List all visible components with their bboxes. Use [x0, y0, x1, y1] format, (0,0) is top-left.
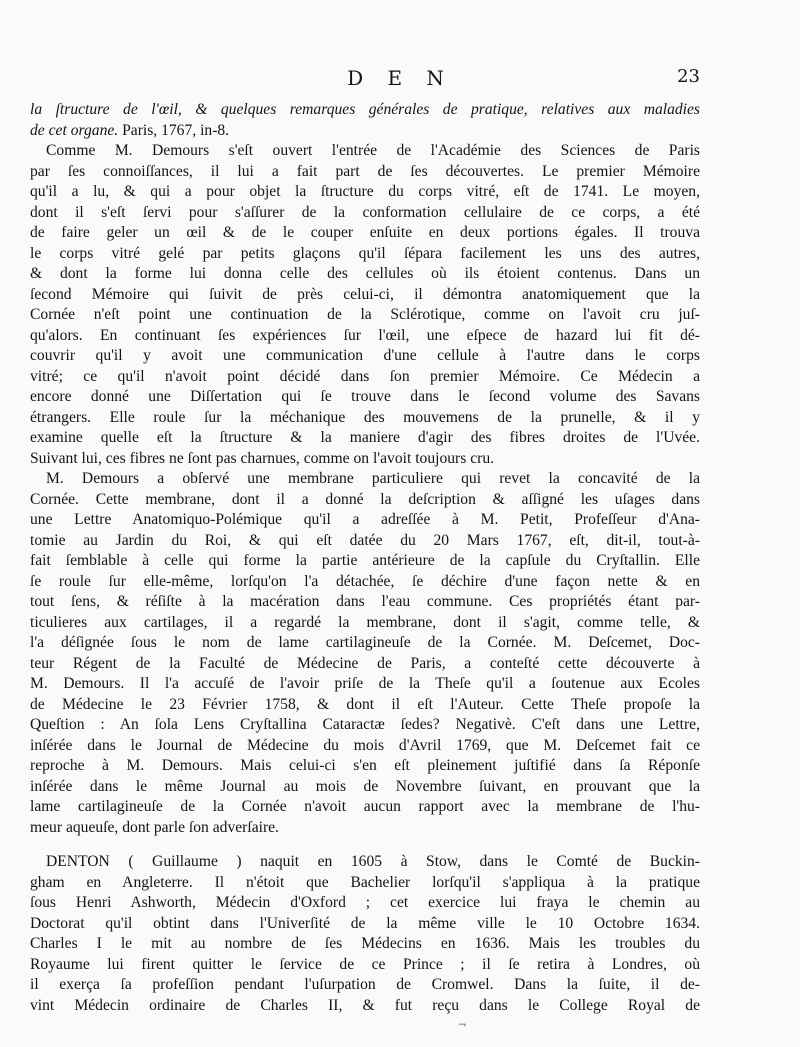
text-line: Queſtion : An ſola Lens Cryſtallina Cataractæ ſedes? Negativè. C'eſt dans une Lettre, — [30, 716, 700, 733]
entry-denton — [30, 852, 700, 1016]
paragraph-demours-memoires — [30, 141, 700, 469]
page-number: 23 — [677, 66, 700, 87]
text-line: Cornée n'eſt point une continuation de la Sclérotique, comme on l'avoit cru juſ- — [30, 306, 700, 323]
text-line: l'a déſignée ſous le nom de lame cartilagineuſe de la Cornée. M. Deſcemet, Doc- — [30, 634, 700, 651]
text-line: vint Médecin ordinaire de Charles II, & fut reçu dans le College Royal de — [30, 996, 700, 1014]
text-line: Suivant lui, ces fibres ne ſont pas charnues, comme on l'avoit toujours cru. — [30, 449, 495, 467]
text-line: ſous Henri Ashworth, Médecin d'Oxford ; cet exercice lui fraya le chemin au — [30, 894, 700, 911]
text-line: étrangers. Elle roule ſur la méchanique des mouvemens de la prunelle, & il y — [30, 408, 700, 426]
text-line: teur Régent de la Faculté de Médecine de Paris, a conteſté cette découverte à — [30, 654, 700, 672]
body-text — [30, 100, 700, 1016]
text-line: M. Demours a obſervé une membrane particuliere qui revet la concavité de la — [46, 470, 700, 487]
text-line: Charles I le mit au nombre de ſes Médecins en 1636. Mais les troubles du — [30, 935, 700, 952]
text-line: ſecond Mémoire qui ſuivit de près celui-ci, il démontra anatomiquement que la — [30, 285, 700, 303]
text-fragment: de cet organe. — [30, 121, 119, 139]
text-line: examine quelle eſt la ſtructure & la maniere d'agir des fibres droites de l'Uvée. — [30, 429, 700, 446]
text-line: Doctorat qu'il obtint dans l'Univerſité de la même ville le 10 Octobre 1634. — [30, 914, 700, 932]
page-header — [0, 66, 800, 96]
text-line: le corps vitré gelé par petits glaçons qu'il ſépara facilement les uns des autres, — [30, 244, 700, 262]
text-line: tomie au Jardin du Roi, & qui eſt datée du 20 Mars 1767, eſt, dit-il, tout-à- — [30, 531, 700, 549]
text-line: inſérée dans le Journal de Médecine du mois d'Avril 1769, que M. Deſcemet fait ce — [30, 736, 700, 754]
text-line: tout ſens, & réſiſte à la macération dans l'eau commune. Ces propriétés étant par- — [30, 593, 700, 610]
text-line: une Lettre Anatomiquo-Polémique qu'il a adreſſée à M. Petit, Profeſſeur d'Ana- — [30, 511, 700, 528]
text-line: & dont la forme lui donna celle des cellules où ils étoient contenus. Dans un — [30, 265, 700, 282]
running-head: D E N — [347, 66, 453, 90]
text-line: dont il s'eſt ſervi pour s'aſſurer de la conformation cellulaire de ce corps, a été — [30, 203, 700, 221]
text-line: la ſtructure de l'œil, & quelques remarques générales de pratique, relatives aux maladies — [30, 101, 700, 118]
text-line: il exerça ſa profeſſion pendant l'uſurpation de Cromwel. Dans la ſuite, il de- — [30, 976, 700, 993]
paragraph-demours-membrane — [30, 469, 700, 838]
text-line: encore donné une Diſſertation qui ſe trouve dans le ſecond volume des Savans — [30, 388, 700, 405]
text-line: de faire geler un œil & de le couper enſuite en deux portions égales. Il trouva — [30, 224, 700, 241]
text-line: lame cartilagineuſe de la Cornée n'avoit aucun rapport avec la membrane de l'hu- — [30, 798, 700, 815]
text-line: qu'alors. En continuant ſes expériences ſur l'œil, une eſpece de hazard lui fit dé- — [30, 326, 700, 344]
text-line: vitré; ce qu'il n'avoit point décidé dans ſon premier Mémoire. Ce Médecin a — [30, 367, 700, 385]
text-line: gham en Angleterre. Il n'étoit que Bachelier lorſqu'il s'appliqua à la pratique — [30, 873, 700, 891]
text-line: couvrir qu'il y avoit une communication d'une cellule à l'autre dans le corps — [30, 347, 700, 364]
text-line: ſe roule ſur elle-même, lorſqu'on l'a détachée, ſe déchire d'une façon nette & en — [30, 572, 700, 590]
text-line: fait ſemblable à celle qui forme la partie antérieure de la capſule du Cryſtallin. Elle — [30, 552, 700, 569]
text-line: de Médecine le 23 Février 1758, & dont il eſt l'Auteur. Cette Theſe propoſe la — [30, 695, 700, 713]
text-line: Cornée. Cette membrane, dont il a donné la deſcription & aſſigné les uſages dans — [30, 490, 700, 508]
text-line: Royaume lui firent quitter le ſervice de ce Prince ; il ſe retira à Londres, où — [30, 955, 700, 973]
text-fragment: Paris, 1767, in-8. — [122, 121, 230, 139]
text-line — [30, 121, 700, 142]
paragraph-title-continuation — [30, 100, 700, 141]
text-line: Comme M. Demours s'eſt ouvert l'entrée de l'Académie des Sciences de Paris — [46, 142, 700, 159]
text-line: qu'il a lu, & qui a pour objet la ſtructure du corps vitré, eſt de 1741. Le moyen, — [30, 183, 700, 200]
text-line: reproche à M. Demours. Mais celui-ci s'en eſt pleinement juſtifié dans ſa Réponſe — [30, 757, 700, 774]
text-line: ticulieres aux cartilages, il a regardé la membrane, dont il s'agit, comme telle, & — [30, 613, 700, 631]
text-line: inſérée dans le même Journal au mois de Novembre ſuivant, en prouvant que la — [30, 777, 700, 795]
text-line: meur aqueuſe, dont parle ſon adverſaire. — [30, 818, 279, 836]
text-line: M. Demours. Il l'a accuſé de l'avoir priſe de la Theſe qu'il a ſoutenue aux Ecoles — [30, 675, 700, 692]
text-line: DENTON ( Guillaume ) naquit en 1605 à Stow, dans le Comté de Buckin- — [46, 853, 700, 870]
text-line: par ſes connoiſſances, il lui a fait part de ſes découvertes. Le premier Mémoire — [30, 162, 700, 180]
paragraph-gap — [30, 838, 700, 852]
bottom-mark: ¬ — [458, 1020, 467, 1031]
